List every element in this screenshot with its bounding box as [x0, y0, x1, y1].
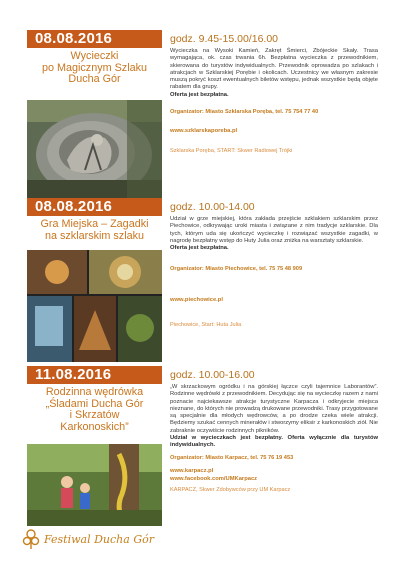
event-3-free-note: Udział w wycieczkach jest bezpłatny. Oferta wyłącznie dla turystów indywidualnych.	[170, 435, 378, 449]
event-2-free-note: Oferta jest bezpłatna.	[170, 245, 229, 252]
title-line: Karkonoskich”	[60, 420, 129, 433]
title-line: Ducha Gór	[68, 73, 121, 85]
event-2-photo-collage-glass	[27, 250, 162, 362]
event-1-date: 08.08.2016	[27, 30, 162, 48]
event-2-date: 08.08.2016	[27, 198, 162, 216]
festival-logo	[22, 528, 154, 550]
event-1-start-location: Szklarska Poręba, START: Skwer Radiowej Trójki	[170, 148, 293, 155]
event-1-time: godz. 9.45-15.00/16.00	[170, 33, 279, 45]
event-3-left-column	[27, 366, 162, 433]
event-1-left-column	[27, 30, 162, 86]
festival-logo-text: Festiwal Ducha Gór	[44, 532, 154, 546]
event-2	[0, 198, 400, 366]
title-line: Gra Miejska – Zagadki	[40, 218, 149, 230]
event-2-start-location: Piechowice, Start: Huta Julia	[170, 322, 242, 329]
event-1-website-link[interactable]: www.szklarskaporeba.pl	[170, 127, 238, 134]
festival-emblem-icon	[22, 528, 40, 550]
event-3-photo-family-hike	[27, 444, 162, 526]
event-3-facebook-link[interactable]: www.facebook.com/UMKarpacz	[170, 475, 258, 482]
event-3-details	[170, 366, 378, 495]
event-1-title	[27, 51, 162, 86]
title-line: Rodzinna wędrówka	[45, 386, 144, 398]
event-3-title	[27, 387, 162, 433]
title-line: na szklarskim szlaku	[45, 229, 144, 242]
event-3-website-link[interactable]: www.karpacz.pl	[170, 468, 214, 475]
event-3-date: 11.08.2016	[27, 366, 162, 384]
event-3	[0, 366, 400, 526]
event-2-website-link[interactable]: www.piechowice.pl	[170, 296, 223, 303]
event-2-description: Udział w grze miejskiej, która zakłada przejście szklakiem szklarskim przez Piechowice, odkrywając uroki miasta i związane z nim tradycje szklarskie. Dla tych, którym uda się ukończyć wycieczkę i rozwiązać wszystkie zagadki, w nagrodę bezpłatny wstęp do Huty Julia oraz zniżka na warsztaty szklarskie. Oferta jest bezpłatna.	[170, 216, 378, 252]
event-1	[0, 30, 400, 202]
event-2-title	[27, 219, 162, 242]
event-2-time: godz. 10.00-14.00	[170, 201, 255, 213]
event-1-photo-stone-carving	[27, 100, 162, 202]
event-1-free-note: Oferta jest bezpłatna.	[170, 91, 229, 98]
event-1-organizer: Organizator: Miasto Szklarska Poręba, tel. 75 754 77 40	[170, 109, 319, 116]
title-line: i Skrzatów	[69, 409, 120, 421]
event-1-details	[170, 30, 378, 156]
event-2-organizer: Organizator: Miasto Piechowice, tel. 75 75 48 909	[170, 266, 303, 273]
title-line: „Śladami Ducha Gór	[45, 397, 144, 410]
title-line: Wycieczki	[70, 50, 119, 62]
event-3-description: „W skrzackowym ogródku i na górskiej łączce czyli tajemnice Laborantów”. Rodzinne wędrówki z przewodnikiem. Decydując się na wycieczkę razem z nami poznacie najciekawsze atrakcje turystyczne Karpacza i odkryjecie miejsca nieznane, do których nie prowadzą drukowane przewodniki. Trasy przygotowane są specjalnie dla młodych wędrowców, a po drodze czeka wiele atrakcji. Będziemy szukać cennych minerałów i stworzymy eliksir z karkonoskich ziół. Nie zabraknie oczywiście rodzinnych pikników. Udział w wycieczkach jest bezpłatny. Oferta wyłącznie dla turystów indywidualnych.	[170, 384, 378, 449]
event-3-organizer: Organizator: Miasto Karpacz, tel. 75 76 19 453	[170, 454, 294, 461]
event-2-details	[170, 198, 378, 330]
event-1-description: Wycieczka na Wysoki Kamień, Zakręt Śmierci, Zbójeckie Skały. Trasa wymagająca, ok. czas trwania 6h. Bezpłatna wycieczka z przewodnikiem, skierowana do turystów indywidualnych. Przewodnik oprowadza po szlakach i atrakcjach w Szklarskiej Porębie i okolicach. Uczestnicy we własnym zakresie muszą pokryć koszt ewentualnych biletów wstępu, jednak wszystkie będą objęte rabatem dla grupy. Oferta jest bezpłatna.	[170, 48, 378, 98]
title-line: po Magicznym Szlaku	[41, 61, 147, 74]
event-2-left-column	[27, 198, 162, 242]
event-3-time: godz. 10.00-16.00	[170, 369, 255, 381]
event-3-start-location: KARPACZ, Skwer Zdobywców przy UM Karpacz	[170, 487, 291, 494]
